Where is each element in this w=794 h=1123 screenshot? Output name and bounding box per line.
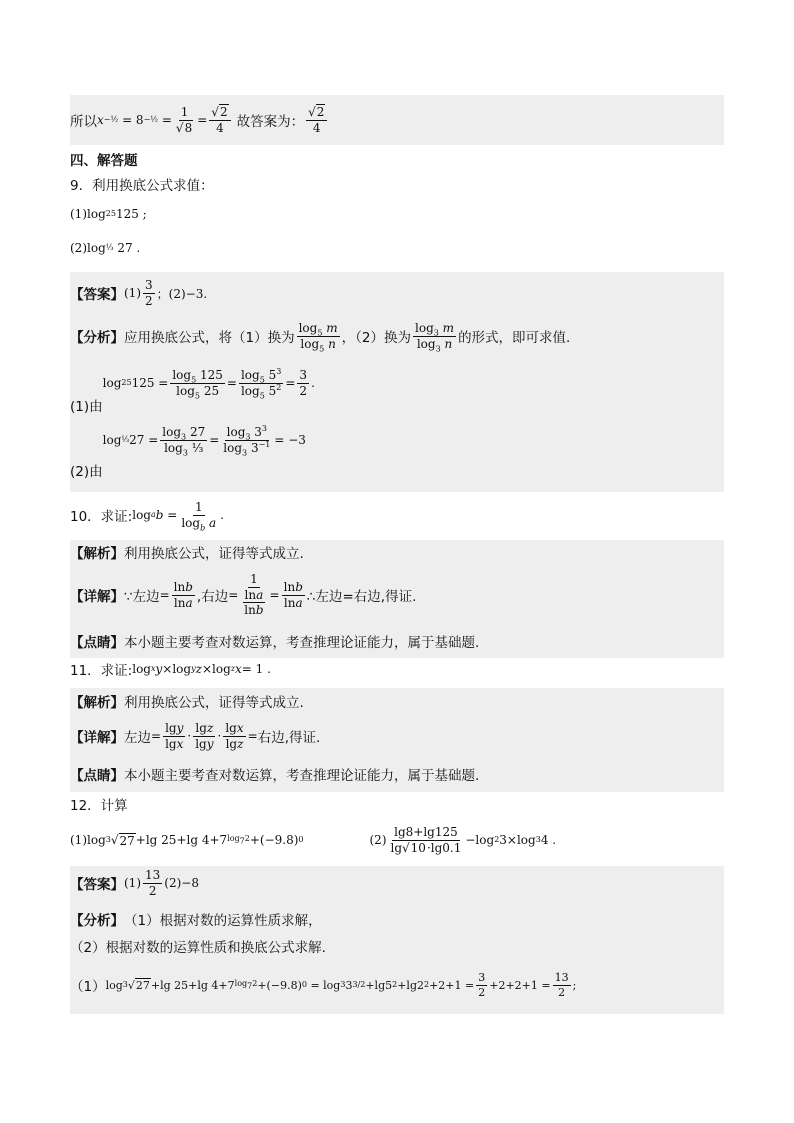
q12-answer-b: (2)−8 — [164, 876, 199, 890]
q12-answer-tag: 【答案】 — [70, 877, 124, 893]
q9-part2-formula: log ⅓ 27 . — [87, 241, 141, 255]
q10-xiangjie-tag: 【详解】 — [70, 589, 124, 605]
top-answer-prefix: 故答案为： — [236, 114, 305, 130]
q9-title: 9．利用换底公式求值： — [70, 178, 214, 194]
q12-part1-label: (1) — [70, 833, 87, 847]
q11-formula-detail: = $\frac{\lg y}{\lg x}$ · $\frac{\lg z}{\lg y}$ · $\frac{\lg x}{\lg z}$ = — [151, 720, 258, 751]
q11-formula: log x y ×log y z ×log z x = 1 . — [132, 662, 271, 676]
section-heading: 四、解答题 — [70, 153, 138, 169]
top-formula: x −½ = 8 −½ = $\frac{1}{√8}$ = $\frac{√2}{4}$ — [97, 106, 233, 134]
q12-analysis-tag: 【分析】 — [70, 913, 124, 929]
q11-xiangjie-tag: 【详解】 — [70, 730, 124, 746]
q10-conclusion: ∴左边=右边,得证. — [306, 589, 417, 605]
q12-part2-formula: $\frac{\lg 8+\lg 125}{\lg√10\cdot\lg 0.1}$ −log 2 3×log 3 4 . — [390, 824, 557, 855]
q12-answer-frac: $\frac{13}{2}$ — [145, 867, 161, 898]
q11-conclusion: 右边,得证. — [257, 730, 321, 746]
q11-dianjing-tag: 【点睛】 — [70, 768, 124, 784]
q10-title: 10．求证: — [70, 509, 133, 525]
q9-sol1-label: (1)由 — [70, 399, 103, 415]
q9-analysis-tag: 【分析】 — [70, 330, 124, 346]
q10-dianjing-tag: 【点睛】 — [70, 635, 124, 651]
q9-sol1-formula: log 25 125 = $\frac{\log_5 125}{\log_5 25}$ = $\frac{\log_5 5^3}{\log_5 5^2}$ = $\frac{3}{2}$ . — [102, 366, 315, 400]
q11-jiexi-tag: 【解析】 — [70, 695, 124, 711]
q10-left-label: ∵左边 — [124, 589, 160, 605]
q12-part2-label: (2) — [369, 833, 387, 847]
q9-analysis-a: 应用换底公式，将（1）换为 — [124, 330, 295, 346]
q9-sol2-label: (2)由 — [70, 464, 103, 480]
q11-dianjing-text: 本小题主要考查对数运算，考查推理论证能力，属于基础题. — [124, 768, 480, 784]
q9-answer-tag: 【答案】 — [70, 287, 124, 303]
q9-sol2-formula: log ⅓ 27 = $\frac{\log_3 27}{\log_3 \frac{1}{3}}$ = $\frac{\log_3 3^3}{\log_3 3^{-1}}$ = −3 — [102, 423, 306, 457]
q11-left-label: 左边 — [124, 730, 151, 746]
q9-analysis-c: 的形式，即可求值. — [458, 330, 571, 346]
top-answer-value: $\frac{√2}{4}$ — [304, 106, 329, 134]
q9-analysis-frac2: $\frac{\log_3 m}{\log_3 n}$ — [415, 320, 455, 353]
q10-jiexi-text: 利用换底公式，证得等式成立. — [124, 546, 304, 562]
q9-answer-p1: (1) — [124, 286, 141, 300]
q9-analysis-frac1: $\frac{\log_5 m}{\log_5 n}$ — [298, 320, 338, 353]
q12-title: 12．计算 — [70, 798, 128, 814]
top-answer-line — [70, 100, 724, 140]
q12-sol1-formula: log 3 √ 27 +lg 25+lg 4+7 $\log_72$ +(−9.8) 0 = log 3 3 3/2 +lg5 2 +lg2 2 +2+1 = $\frac{3}{2}$ +2+2+1 = $\frac{13}{2}$ ; — [105, 970, 577, 999]
q12-sol1-label: （1） — [70, 979, 106, 995]
q10-jiexi-tag: 【解析】 — [70, 546, 124, 562]
q10-right-label: ,右边 — [196, 589, 229, 605]
q12-analysis-2: （2）根据对数的运算性质和换底公式求解. — [70, 940, 326, 956]
q9-part2-label: (2) — [70, 241, 87, 255]
q10-formula: log a b = $\frac{1}{\log_b a}$ . — [132, 499, 225, 532]
q9-part1-formula: log 25 125 ; — [87, 207, 147, 221]
q12-answer-a: (1) — [124, 876, 141, 890]
q12-part1-formula: log 3 √ 27 +lg 25+lg 4+7 $\log_72$ +(−9.8) 0 — [87, 833, 304, 848]
q12-analysis-1: （1）根据对数的运算性质求解， — [124, 913, 322, 929]
q9-answer-frac: $\frac{3}{2}$ — [145, 277, 153, 308]
q10-right-formula: = $\frac{1}{\frac{\ln a}{\ln b}}$ = $\frac{\ln b}{\ln a}$ — [228, 572, 303, 618]
top-prefix: 所以 — [70, 114, 97, 130]
q11-title: 11．求证: — [70, 663, 133, 679]
q10-dianjing-text: 本小题主要考查对数运算，考查推理论证能力，属于基础题. — [124, 635, 480, 651]
q11-jiexi-text: 利用换底公式，证得等式成立. — [124, 695, 304, 711]
q9-analysis-b: ，（2）换为 — [341, 330, 411, 346]
q10-left-formula: = $\frac{\ln b}{\ln a}$ — [159, 579, 193, 610]
q9-answer-rest: ；(2)−3. — [156, 286, 208, 301]
q9-part1-label: (1) — [70, 207, 87, 221]
